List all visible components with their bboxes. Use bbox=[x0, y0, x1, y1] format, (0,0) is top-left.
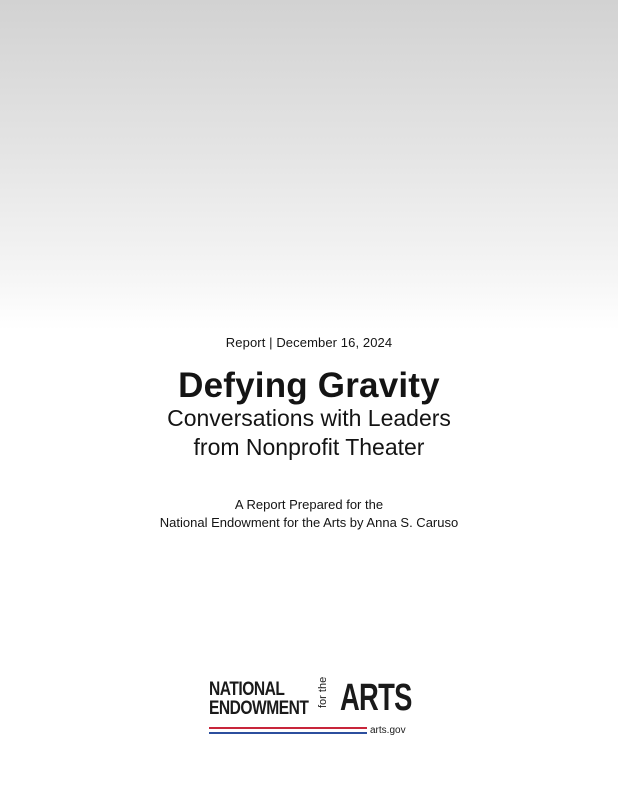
report-title: Defying Gravity bbox=[178, 366, 440, 405]
report-subtitle bbox=[0, 404, 618, 462]
logo-word-endowment: ENDOWMENT bbox=[209, 698, 309, 719]
logo-arts: ARTS bbox=[340, 677, 412, 719]
subtitle-line-1: Conversations with Leaders bbox=[167, 405, 451, 431]
logo-wordmark bbox=[209, 680, 308, 718]
prepared-by bbox=[0, 496, 618, 532]
report-date-line: Report | December 16, 2024 bbox=[225, 335, 393, 350]
subtitle-line-2: from Nonprofit Theater bbox=[193, 434, 425, 460]
nea-logo bbox=[209, 676, 412, 742]
prepared-line-2: National Endowment for the Arts by Anna S. Caruso bbox=[159, 515, 459, 530]
logo-url: arts.gov bbox=[370, 725, 406, 736]
prepared-line-1: A Report Prepared for the bbox=[234, 497, 384, 512]
logo-stripes bbox=[209, 727, 367, 735]
logo-for-the: for the bbox=[317, 676, 329, 708]
logo-stripe-blue bbox=[209, 732, 367, 734]
logo-stripe-red bbox=[209, 727, 367, 729]
logo-word-national: NATIONAL bbox=[209, 679, 285, 700]
